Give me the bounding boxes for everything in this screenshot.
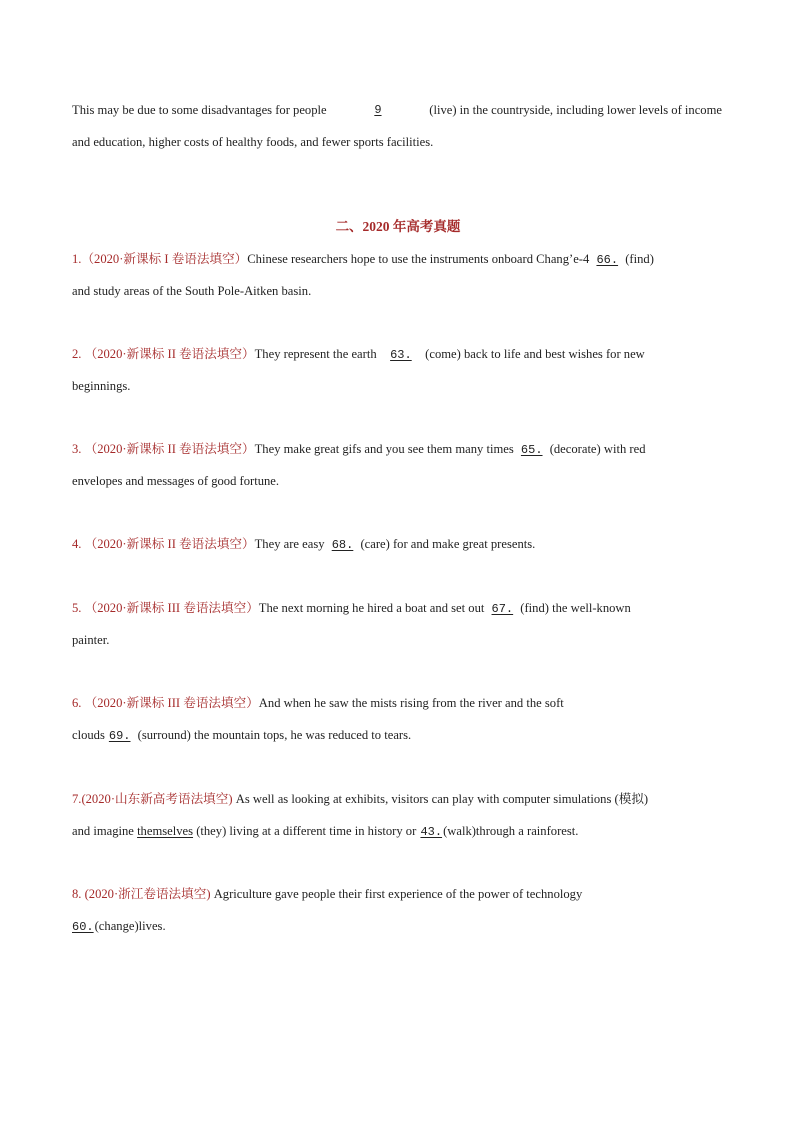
question-source: 7.(2020·山东新高考语法填空) xyxy=(72,792,233,806)
answer-word: themselves xyxy=(137,823,194,838)
answer-blank: 43. xyxy=(420,824,443,839)
question-text: and imagine xyxy=(72,823,134,838)
answer-blank: 68. xyxy=(331,538,354,552)
question-source: 1.（2020·新课标 I 卷语法填空） xyxy=(72,252,248,266)
question-text: (find) the well-known xyxy=(520,601,631,615)
question-text: (they) living at a different time in history or xyxy=(196,823,417,838)
question-text-line-2: and study areas of the South Pole-Aitken basin. xyxy=(72,283,312,298)
question-text: The next morning he hired a boat and set out xyxy=(258,601,485,615)
question-text: (change)lives. xyxy=(94,918,166,933)
question-item-7 xyxy=(72,784,724,847)
question-text: And when he saw the mists rising from the river and the soft xyxy=(258,696,564,710)
intro-text-a: This may be due to some disadvantages for people xyxy=(72,103,327,117)
question-item-2 xyxy=(72,339,724,402)
question-text: (decorate) with red xyxy=(549,442,646,456)
question-source: 4. （2020·新课标 II 卷语法填空） xyxy=(72,537,255,551)
question-item-3 xyxy=(72,434,724,497)
answer-blank: 65. xyxy=(520,443,543,457)
question-source: 8. (2020·浙江卷语法填空) xyxy=(72,887,211,901)
intro-text-b: (live) in the countryside, including lower levels of income xyxy=(429,103,722,117)
answer-blank: 63. xyxy=(390,348,412,362)
question-text: (come) back to life and best wishes for new xyxy=(425,347,645,361)
answer-blank: 67. xyxy=(491,602,514,616)
question-text: (care) for and make great presents. xyxy=(360,537,536,551)
question-item-6 xyxy=(72,688,724,751)
question-item-8 xyxy=(72,879,724,942)
answer-blank: 66. xyxy=(596,253,619,267)
question-text: Agriculture gave people their first experience of the power of technology xyxy=(213,887,583,901)
question-source: 2. （2020·新课标 II 卷语法填空） xyxy=(72,347,255,361)
question-text: As well as looking at exhibits, visitors can play with computer simulations (模拟) xyxy=(235,792,649,806)
question-text-line-2: beginnings. xyxy=(72,378,131,393)
intro-paragraph xyxy=(72,95,724,158)
question-text: They represent the earth xyxy=(254,347,377,361)
intro-line-2: and education, higher costs of healthy foods, and fewer sports facilities. xyxy=(72,134,434,149)
question-item-5 xyxy=(72,593,724,656)
question-text: (walk)through a rainforest. xyxy=(443,823,579,838)
intro-line-1 xyxy=(72,95,722,127)
answer-blank: 60. xyxy=(72,919,94,934)
question-text: (surround) the mountain tops, he was reduced to tears. xyxy=(137,727,412,742)
answer-blank: 69. xyxy=(108,728,131,743)
question-text: clouds xyxy=(72,727,105,742)
question-item-1 xyxy=(72,244,724,307)
question-text: (find) xyxy=(625,252,654,266)
question-text: They are easy xyxy=(254,537,325,551)
question-source: 5. （2020·新课标 III 卷语法填空） xyxy=(72,601,259,615)
question-text: Chinese researchers hope to use the instruments onboard Chang’e-4 xyxy=(247,252,590,266)
question-source: 6. （2020·新课标 III 卷语法填空） xyxy=(72,696,259,710)
question-text: They make great gifs and you see them many times xyxy=(254,442,514,456)
question-item-4 xyxy=(72,529,724,561)
question-text-line-2: painter. xyxy=(72,632,110,647)
section-heading: 二、2020 年高考真题 xyxy=(335,219,461,234)
question-source: 3. （2020·新课标 II 卷语法填空） xyxy=(72,442,255,456)
question-text-line-2: envelopes and messages of good fortune. xyxy=(72,473,280,488)
intro-blank: 9 xyxy=(374,103,382,117)
